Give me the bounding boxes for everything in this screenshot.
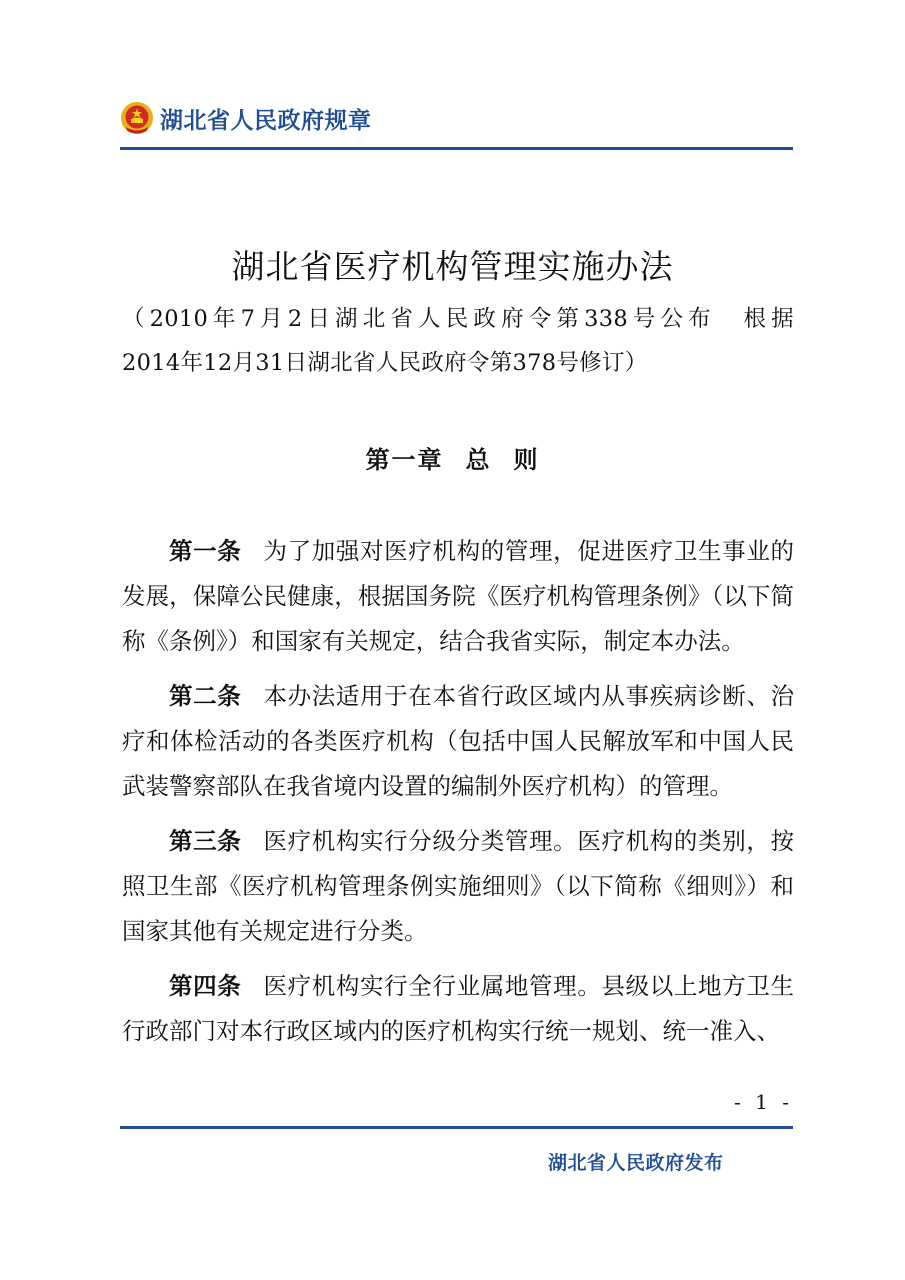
header-title: 湖北省人民政府规章 bbox=[160, 107, 372, 134]
page-number: - 1 - bbox=[734, 1090, 793, 1114]
article-text: 本办法适用于在本省行政区域内从事疾病诊断、治疗和体检活动的各类医疗机构（包括中国人民解放军和中国人民武装警察部队在我省境内设置的编制外医疗机构）的管理。 bbox=[122, 682, 794, 800]
article-text: 为了加强对医疗机构的管理，促进医疗卫生事业的发展，保障公民健康，根据国务院《医疗机构管理条例》（以下简称《条例》）和国家有关规定，结合我省实际，制定本办法。 bbox=[122, 537, 794, 655]
article-4 bbox=[122, 964, 794, 1054]
national-emblem-icon bbox=[120, 101, 154, 135]
article-text: 医疗机构实行全行业属地管理。县级以上地方卫生行政部门对本行政区域内的医疗机构实行统一规划、统一准入、 bbox=[122, 972, 794, 1045]
article-3 bbox=[122, 819, 794, 954]
article-label: 第二条 bbox=[169, 682, 242, 710]
article-text: 医疗机构实行分级分类管理。医疗机构的类别，按照卫生部《医疗机构管理条例实施细则》（以下简称《细则》）和国家其他有关规定进行分类。 bbox=[122, 827, 794, 945]
chapter-name-part1: 总 bbox=[465, 446, 492, 474]
footer-publisher: 湖北省人民政府发布 bbox=[548, 1152, 724, 1174]
chapter-name-part2: 则 bbox=[513, 446, 540, 474]
page-header bbox=[120, 96, 372, 140]
article-label: 第三条 bbox=[169, 827, 242, 855]
article-list bbox=[122, 529, 794, 1064]
article-2 bbox=[122, 674, 794, 809]
document-subtitle bbox=[122, 297, 794, 385]
header-divider bbox=[120, 147, 793, 150]
chapter-heading bbox=[0, 438, 905, 482]
article-1 bbox=[122, 529, 794, 664]
subtitle-line-2: 2014年12月31日湖北省人民政府令第378号修订） bbox=[122, 350, 648, 376]
footer-divider bbox=[120, 1126, 793, 1129]
chapter-number: 第一章 bbox=[365, 446, 444, 474]
article-label: 第一条 bbox=[169, 537, 242, 565]
article-label: 第四条 bbox=[169, 972, 242, 1000]
document-title: 湖北省医疗机构管理实施办法 bbox=[231, 247, 674, 286]
subtitle-line-1: （2010年7月2日湖北省人民政府令第338号公布 根据 bbox=[122, 306, 794, 332]
